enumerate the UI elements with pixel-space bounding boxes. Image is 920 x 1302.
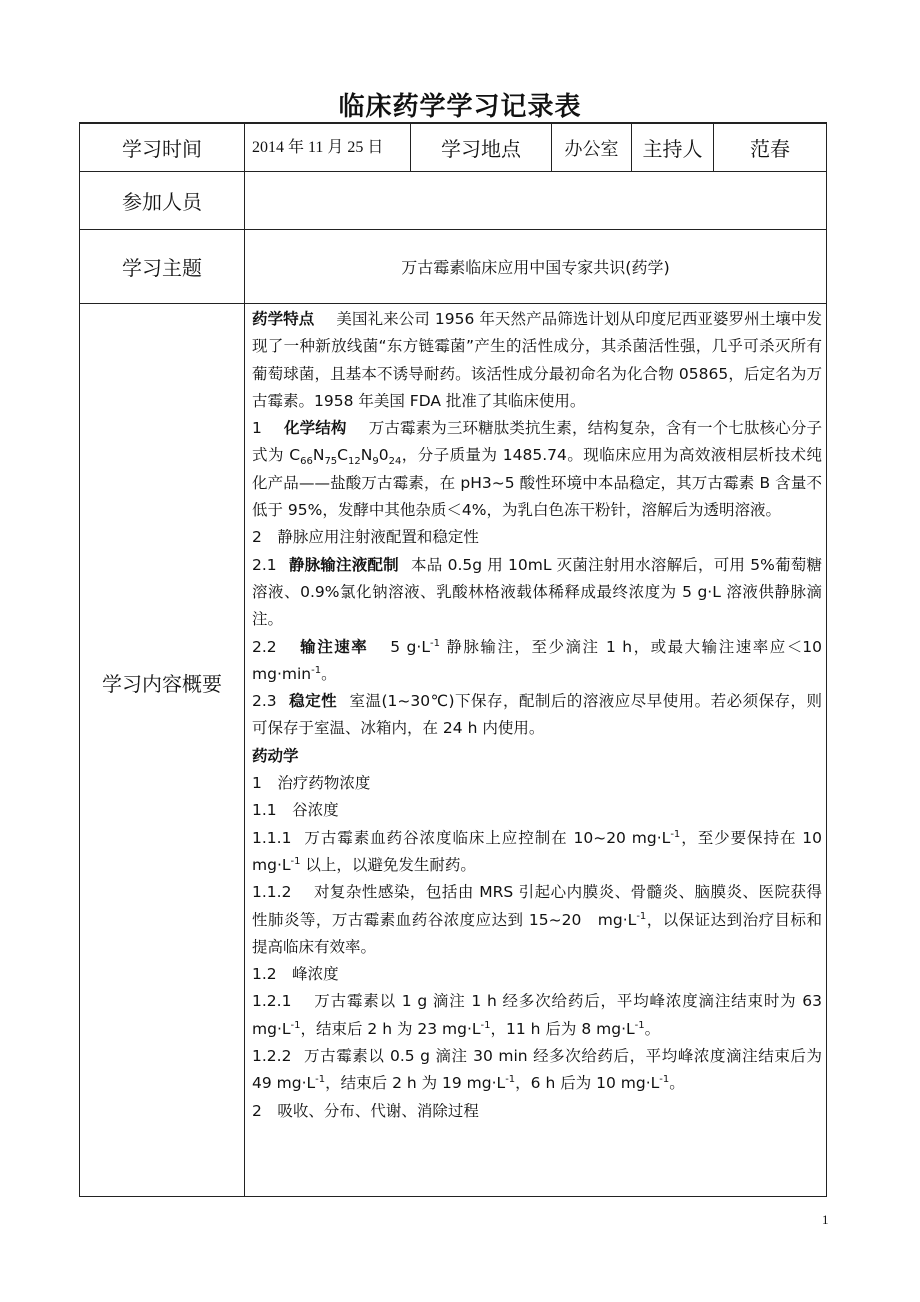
time-value: 2014 年 11 月 25 日 <box>252 139 384 156</box>
section-number: 1.1.1 <box>252 828 292 847</box>
paragraph-text: ，11 h 后为 8 mg·L <box>490 1019 635 1038</box>
section-heading: 化学结构 <box>283 419 347 438</box>
superscript: -1 <box>290 1019 301 1031</box>
paragraph-text: ，结束后 2 h 为 23 mg·L <box>300 1019 481 1038</box>
paragraph <box>252 634 822 689</box>
paragraph-text: 对复杂性感染，包括由 MRS 引起心内膜炎、骨髓炎、脑膜炎、医院获得性肺炎等，万古霉素血药谷浓度应达到 15~20 mg·L <box>252 883 822 929</box>
paragraph-text: 美国礼来公司 1956 年天然产品筛选计划从印度尼西亚婆罗州土壤中发现了一种新放线菌“东方链霉菌”产生的活性成分，其杀菌活性强，几乎可杀灭所有葡萄球菌，且基本不诱导耐药。该活性成分最初命名为化合物 05865，后定名为万古霉素。1958 年美国 FDA 批准了其临床使用。 <box>252 310 822 410</box>
paragraph-text: 万古霉素以 0.5 g 滴注 30 min 经多次给药后，平均峰浓度滴注结束后为 49 mg·L <box>252 1047 822 1093</box>
section-heading: 药学特点 <box>252 310 315 328</box>
place-label: 学习地点 <box>441 137 521 161</box>
section-number: 2.3 <box>252 692 277 711</box>
paragraph <box>252 1043 822 1098</box>
participants-value <box>245 172 826 229</box>
page-number: 1 <box>822 1212 829 1227</box>
host-value: 范春 <box>750 137 790 161</box>
paragraph: 药动学 <box>252 746 299 765</box>
paragraph: 1 治疗药物浓度 <box>252 774 371 793</box>
subscript: 12 <box>348 456 361 468</box>
superscript: -1 <box>505 1074 516 1086</box>
paragraph: 2 吸收、分布、代谢、消除过程 <box>252 1101 479 1120</box>
superscript: -1 <box>311 664 322 676</box>
superscript: -1 <box>290 855 301 867</box>
subscript: 66 <box>300 456 313 468</box>
formula-atom: C <box>337 446 348 465</box>
paragraph <box>252 552 822 634</box>
paragraph-text: 万古霉素以 1 g 滴注 1 h 经多次给药后，平均峰浓度滴注结束时为 63 mg·L <box>252 992 822 1038</box>
superscript: -1 <box>480 1019 491 1031</box>
subscript: 24 <box>388 456 402 468</box>
paragraph <box>252 688 822 743</box>
superscript: -1 <box>429 637 440 649</box>
superscript: -1 <box>670 828 681 840</box>
subscript: 75 <box>324 456 338 468</box>
paragraph: 1.1 谷浓度 <box>252 801 339 820</box>
summary-label: 学习内容概要 <box>102 671 222 696</box>
formula-atom: N <box>360 446 373 465</box>
section-number: 1.2.1 <box>252 992 292 1011</box>
paragraph-text: 。 <box>669 1074 685 1093</box>
time-label: 学习时间 <box>122 137 202 161</box>
paragraph <box>252 415 822 524</box>
paragraph <box>252 306 822 415</box>
paragraph <box>252 825 822 880</box>
section-number: 2.2 <box>252 637 277 656</box>
summary-content <box>252 306 822 1125</box>
paragraph-text: 以上，以避免发生耐药。 <box>300 855 476 874</box>
paragraph-text: 。 <box>321 664 337 683</box>
superscript: -1 <box>659 1074 670 1086</box>
section-number: 2.1 <box>252 555 277 574</box>
section-heading: 静脉输注液配制 <box>288 555 399 574</box>
place-value: 办公室 <box>564 138 619 160</box>
paragraph-text: 。 <box>644 1019 661 1038</box>
table-border-bottom <box>79 1196 827 1197</box>
paragraph-text: ，6 h 后为 10 mg·L <box>515 1074 660 1093</box>
paragraph-text: ，结束后 2 h 为 19 mg·L <box>325 1074 506 1093</box>
section-number: 1 <box>252 419 262 438</box>
paragraph-text: ，至少要保持在 10 mg·L <box>252 828 823 874</box>
paragraph-text: ，以保证达到治疗目标和提高临床有效率。 <box>252 910 822 956</box>
topic-label: 学习主题 <box>122 256 202 280</box>
paragraph: 1.2 峰浓度 <box>252 965 339 984</box>
superscript: -1 <box>636 910 647 922</box>
superscript: -1 <box>315 1074 326 1086</box>
section-number: 1.1.2 <box>252 883 292 902</box>
section-heading: 输注速率 <box>298 637 369 656</box>
paragraph-text: 万古霉素血药谷浓度临床上应控制在 10~20 mg·L <box>303 828 671 847</box>
paragraph-text: 室温(1~30℃)下保存，配制后的溶液应尽早使用。若必须保存，则可保存于室温、冰箱内，在 24 h 内使用。 <box>252 692 822 738</box>
participants-label: 参加人员 <box>122 190 202 214</box>
paragraph-text: 万古霉素为三环糖肽类抗生素，结构复杂，含有一个七肽核心分子式为 C <box>252 419 822 465</box>
paragraph-text: 5 g·L <box>390 637 430 656</box>
paragraph-text: 静脉输注，至少滴注 1 h，或最大输注速率应＜10 mg·min <box>252 637 822 683</box>
paragraph <box>252 879 822 961</box>
paragraph-text: ，分子质量为 1485.74。现临床应用为高效液相层析技术纯化产品——盐酸万古霉素，在 pH3~5 酸性环境中本品稳定，其万古霉素 B 含量不低于 95%，发酵中其他杂质＜4%，为乳白色冻干粉针，溶解后为透明溶液。 <box>252 446 823 520</box>
topic-value: 万古霉素临床应用中国专家共识(药学) <box>401 258 670 277</box>
paragraph-text: 本品 0.5g 用 10mL 灭菌注射用水溶解后，可用 5%葡萄糖溶液、0.9%氯化钠溶液、乳酸林格液载体稀释成最终浓度为 5 g·L 溶液供静脉滴注。 <box>252 555 822 629</box>
page-title: 临床药学学习记录表 <box>338 92 582 122</box>
formula-atom: 0 <box>378 446 389 465</box>
paragraph: 2 静脉应用注射液配置和稳定性 <box>252 528 479 547</box>
superscript: -1 <box>634 1019 645 1031</box>
formula-atom: N <box>312 446 325 465</box>
subscript: 9 <box>372 456 379 468</box>
section-number: 1.2.2 <box>252 1047 292 1066</box>
table-border-right <box>826 122 827 1197</box>
paragraph <box>252 988 822 1043</box>
host-label: 主持人 <box>642 137 703 161</box>
section-heading: 稳定性 <box>288 692 338 711</box>
